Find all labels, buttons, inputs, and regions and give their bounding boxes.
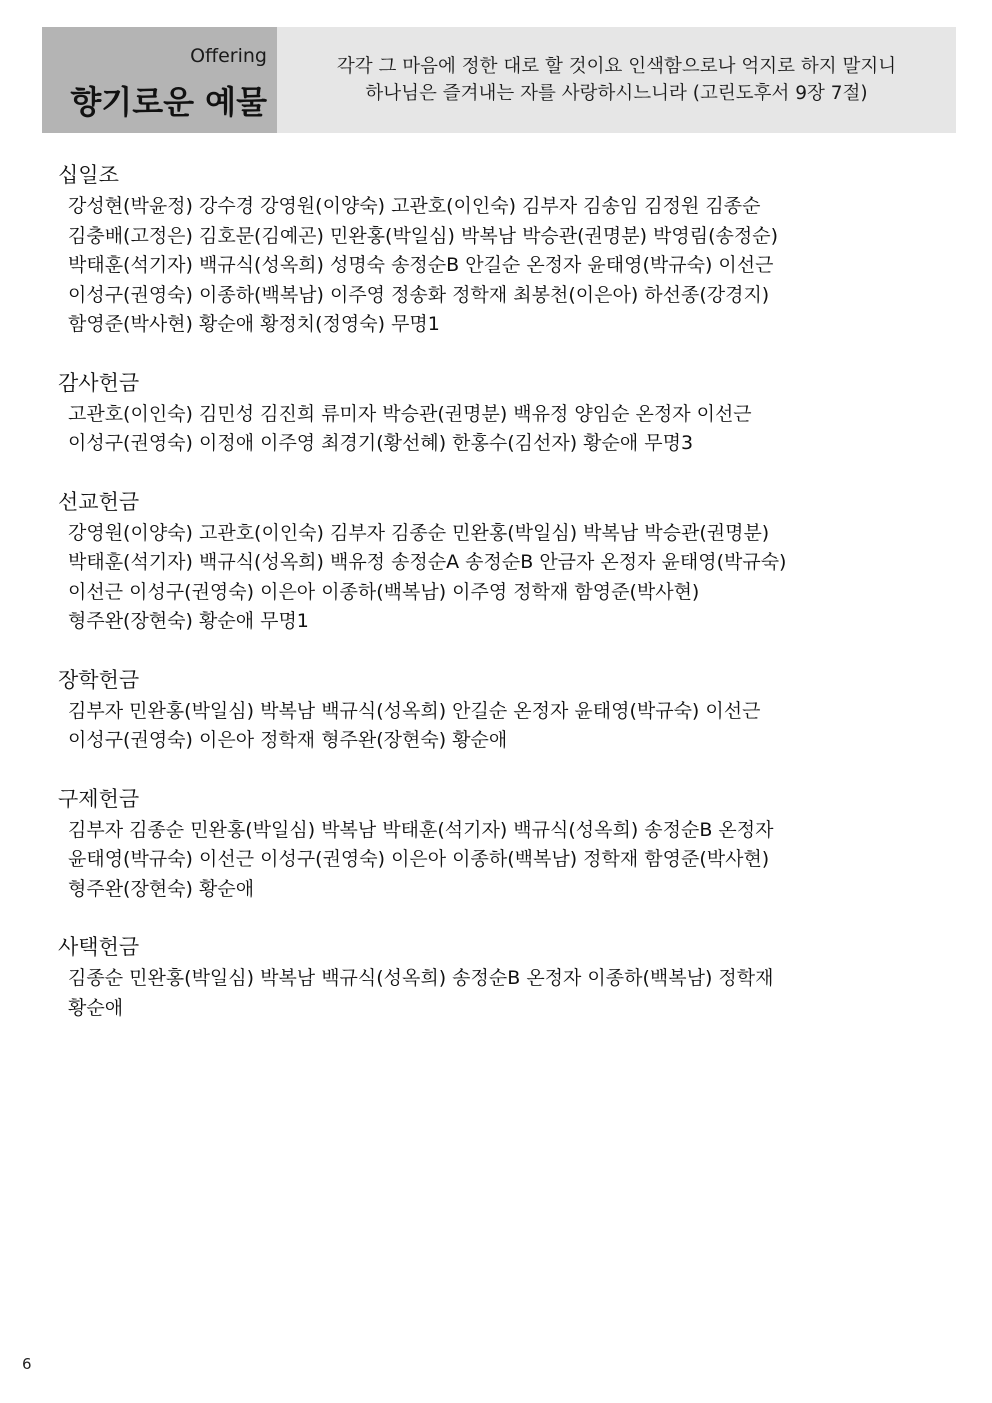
verse-line-2: 하나님은 즐겨내는 자를 사랑하시느니라 (고린도후서 9장 7절) <box>365 83 868 104</box>
donor-line: 형주완(장현숙) 황순애 <box>68 877 255 900</box>
verse-line-1: 각각 그 마음에 정한 대로 할 것이요 인색함으로나 억지로 하지 말지니 <box>336 56 897 77</box>
donor-line: 고관호(이인숙) 김민성 김진희 류미자 박승관(권명분) 백유정 양임순 온정자 이선근 <box>68 402 752 425</box>
donor-line: 윤태영(박규숙) 이선근 이성구(권영숙) 이은아 이종하(백복남) 정학재 함영준(박사현) <box>68 848 770 870</box>
header-verse-box <box>277 27 956 133</box>
donor-line: 이성구(권영숙) 이은아 정학재 형주완(장현숙) 황순애 <box>68 729 508 751</box>
section-title: 십일조 <box>58 163 119 187</box>
section-parsonage <box>58 932 938 1023</box>
section-thanksgiving <box>58 368 938 459</box>
page-number: 6 <box>22 1355 32 1373</box>
donor-line: 이선근 이성구(권영숙) 이은아 이종하(백복남) 이주영 정학재 함영준(박사현) <box>68 580 700 603</box>
section-title: 선교헌금 <box>58 489 140 514</box>
header-title-box <box>42 27 277 133</box>
section-title: 구제헌금 <box>58 786 140 811</box>
donor-line: 김충배(고정은) 김호문(김예곤) 민완홍(박일심) 박복남 박승관(권명분) 박영림(송정순) <box>68 224 779 247</box>
donor-line: 김부자 김종순 민완홍(박일심) 박복남 박태훈(석기자) 백규식(성옥희) 송정순B 온정자 <box>68 818 774 841</box>
section-title: 사택헌금 <box>58 935 140 959</box>
section-relief <box>58 784 938 905</box>
donor-line: 강영원(이양숙) 고관호(이인숙) 김부자 김종순 민완홍(박일심) 박복남 박승관(권명분) <box>68 521 770 544</box>
donor-line: 박태훈(석기자) 백규식(성옥희) 성명숙 송정순B 안길순 온정자 윤태영(박규숙) 이선근 <box>68 254 774 276</box>
header-title-korean: 향기로운 예물 <box>70 83 267 121</box>
page-header <box>42 27 956 133</box>
donor-line: 황순애 <box>68 996 124 1019</box>
section-scholarship <box>58 665 938 756</box>
section-title: 감사헌금 <box>58 370 140 395</box>
section-tithe <box>58 160 938 340</box>
section-title: 장학헌금 <box>58 667 140 692</box>
header-title-english: Offering <box>190 45 267 67</box>
donor-line: 김종순 민완홍(박일심) 박복남 백규식(성옥희) 송정순B 온정자 이종하(백복남) 정학재 <box>68 967 774 989</box>
section-mission <box>58 487 938 637</box>
donor-line: 박태훈(석기자) 백규식(성옥희) 백유정 송정순A 송정순B 안금자 온정자 윤태영(박규숙) <box>68 551 787 573</box>
donor-line: 형주완(장현숙) 황순애 무명1 <box>68 610 309 632</box>
donor-line: 김부자 민완홍(박일심) 박복남 백규식(성옥희) 안길순 온정자 윤태영(박규숙) 이선근 <box>68 699 761 722</box>
donor-line: 이성구(권영숙) 이종하(백복남) 이주영 정송화 정학재 최봉천(이은아) 하선종(강경지) <box>68 283 770 306</box>
donor-line: 이성구(권영숙) 이정애 이주영 최경기(황선혜) 한홍수(김선자) 황순애 무명3 <box>68 432 694 454</box>
offering-list <box>58 160 938 1051</box>
donor-line: 함영준(박사현) 황순애 황정치(정영숙) 무명1 <box>68 313 440 335</box>
donor-line: 강성현(박윤정) 강수경 강영원(이양숙) 고관호(이인숙) 김부자 김송임 김정원 김종순 <box>68 195 761 217</box>
